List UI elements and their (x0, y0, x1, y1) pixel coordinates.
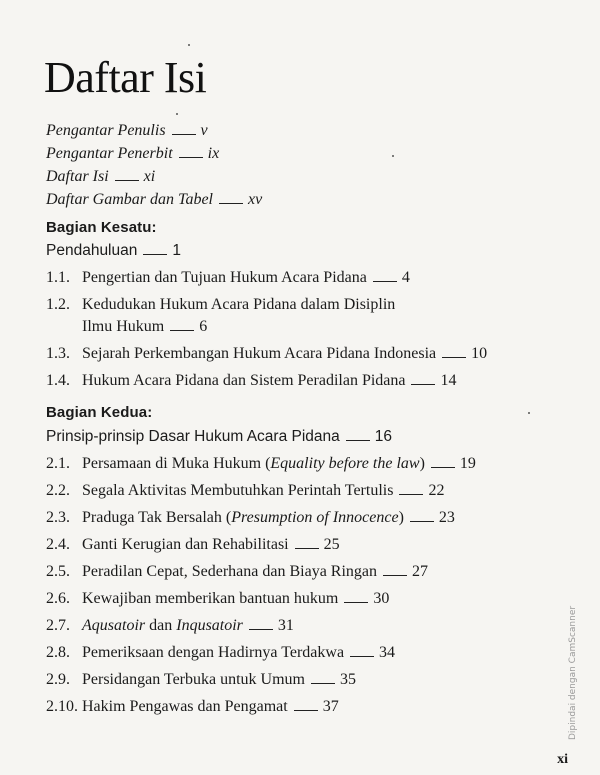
toc-entry: 1.4. Hukum Acara Pidana dan Sistem Peradilan Pidana 14 (46, 372, 457, 389)
toc-entry: 2.9. Persidangan Terbuka untuk Umum 35 (46, 671, 356, 688)
toc-entry: 2.8. Pemeriksaan dengan Hadirnya Terdakwa 34 (46, 644, 396, 661)
part-heading: Bagian Kedua: (46, 404, 153, 421)
toc-entry: 2.2. Segala Aktivitas Membutuhkan Perintah Tertulis 22 (46, 482, 445, 499)
scanner-watermark: Dipindai dengan CamScanner (568, 605, 578, 740)
toc-entry: 2.10. Hakim Pengawas dan Pengamat 37 (46, 698, 339, 715)
toc-entry: 2.7. Aqusatoir dan Inqusatoir 31 (46, 617, 294, 634)
toc-entry: 2.1. Persamaan di Muka Hukum (Equality before the law) 19 (46, 455, 476, 472)
toc-entry: 1.2. Kedudukan Hukum Acara Pidana dalam Disiplin (46, 296, 396, 313)
toc-entry: 2.4. Ganti Kerugian dan Rehabilitasi 25 (46, 536, 340, 553)
toc-entry: Daftar Gambar dan Tabel xv (46, 191, 263, 208)
chapter-entry: Pendahuluan 1 (46, 242, 181, 259)
toc-entry: Pengantar Penerbit ix (46, 145, 220, 162)
page-number: xi (557, 752, 568, 767)
chapter-entry: Prinsip-prinsip Dasar Hukum Acara Pidana 16 (46, 428, 393, 445)
toc-entry: 2.5. Peradilan Cepat, Sederhana dan Biaya Ringan 27 (46, 563, 429, 580)
toc-entry: 1.3. Sejarah Perkembangan Hukum Acara Pidana Indonesia 10 (46, 345, 488, 362)
toc-entry: 2.6. Kewajiban memberikan bantuan hukum 30 (46, 590, 390, 607)
part-heading: Bagian Kesatu: (46, 219, 157, 236)
toc-entry: 1.1. Pengertian dan Tujuan Hukum Acara Pidana 4 (46, 269, 410, 286)
scan-speck (528, 412, 530, 414)
page-title: Daftar Isi (44, 53, 207, 102)
toc-entry: 2.3. Praduga Tak Bersalah (Presumption of Innocence) 23 (46, 509, 455, 526)
toc-entry-continuation: Ilmu Hukum 6 (82, 318, 208, 335)
toc-entry: Pengantar Penulis v (46, 122, 208, 139)
scan-speck (392, 155, 394, 157)
scan-speck (188, 44, 190, 46)
scan-speck (176, 113, 178, 115)
toc-entry: Daftar Isi xi (46, 168, 156, 185)
